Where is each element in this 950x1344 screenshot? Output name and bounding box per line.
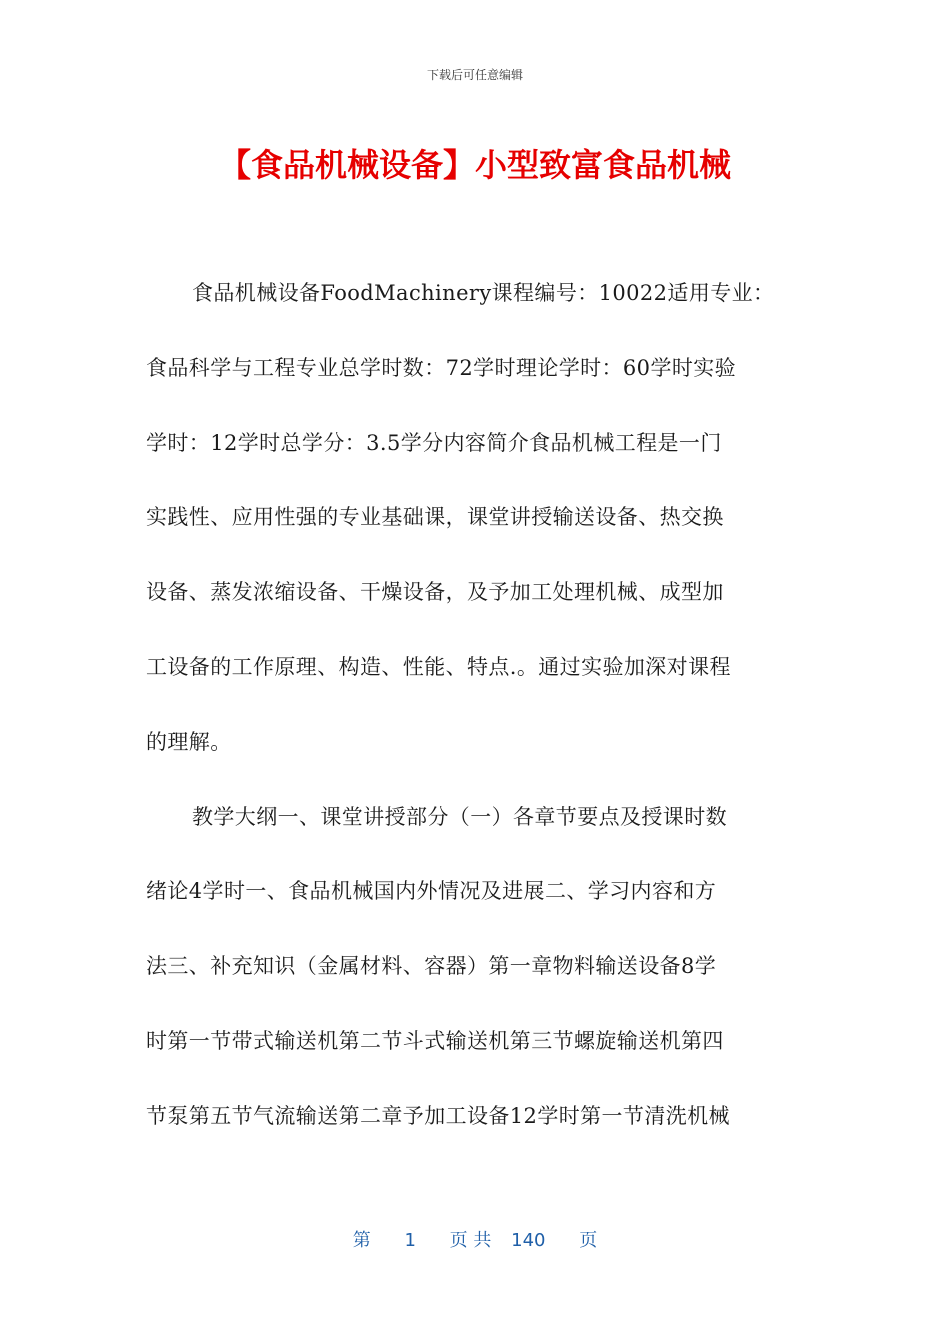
footer-middle: 页 共 bbox=[449, 1230, 492, 1251]
footer-prefix: 第 bbox=[352, 1230, 371, 1251]
text-line: 工设备的工作原理、构造、性能、特点.。通过实验加深对课程 bbox=[146, 654, 731, 679]
text-line: 绪论4学时一、食品机械国内外情况及进展二、学习内容和方 bbox=[146, 879, 717, 904]
document-title: 【食品机械设备】小型致富食品机械 bbox=[218, 146, 731, 184]
text-line: 的理解。 bbox=[146, 729, 232, 754]
header-note: 下载后可任意编辑 bbox=[426, 68, 523, 82]
text-line: 实践性、应用性强的专业基础课，课堂讲授输送设备、热交换 bbox=[146, 505, 724, 530]
text-line: 教学大纲一、课堂讲授部分（一）各章节要点及授课时数 bbox=[192, 804, 727, 829]
text-line: 法三、补充知识（金属材料、容器）第一章物料输送设备8学 bbox=[146, 954, 717, 979]
text-line: 设备、蒸发浓缩设备、干燥设备，及予加工处理机械、成型加 bbox=[146, 580, 724, 605]
page-footer bbox=[0, 1226, 950, 1252]
text-line: 食品机械设备FoodMachinery课程编号：10022适用专业： bbox=[192, 281, 775, 305]
document-body bbox=[146, 256, 804, 1154]
text-line: 学时：12学时总学分：3.5学分内容简介食品机械工程是一门 bbox=[146, 430, 722, 455]
text-line: 食品科学与工程专业总学时数：72学时理论学时：60学时实验 bbox=[146, 355, 737, 380]
text-line: 时第一节带式输送机第二节斗式输送机第三节螺旋输送机第四 bbox=[146, 1028, 724, 1053]
text-line: 节泵第五节气流输送第二章予加工设备12学时第一节清洗机械 bbox=[146, 1103, 730, 1128]
footer-suffix: 页 bbox=[579, 1230, 598, 1251]
footer-page-number: 1 bbox=[404, 1230, 416, 1251]
footer-total-pages: 140 bbox=[511, 1230, 546, 1251]
